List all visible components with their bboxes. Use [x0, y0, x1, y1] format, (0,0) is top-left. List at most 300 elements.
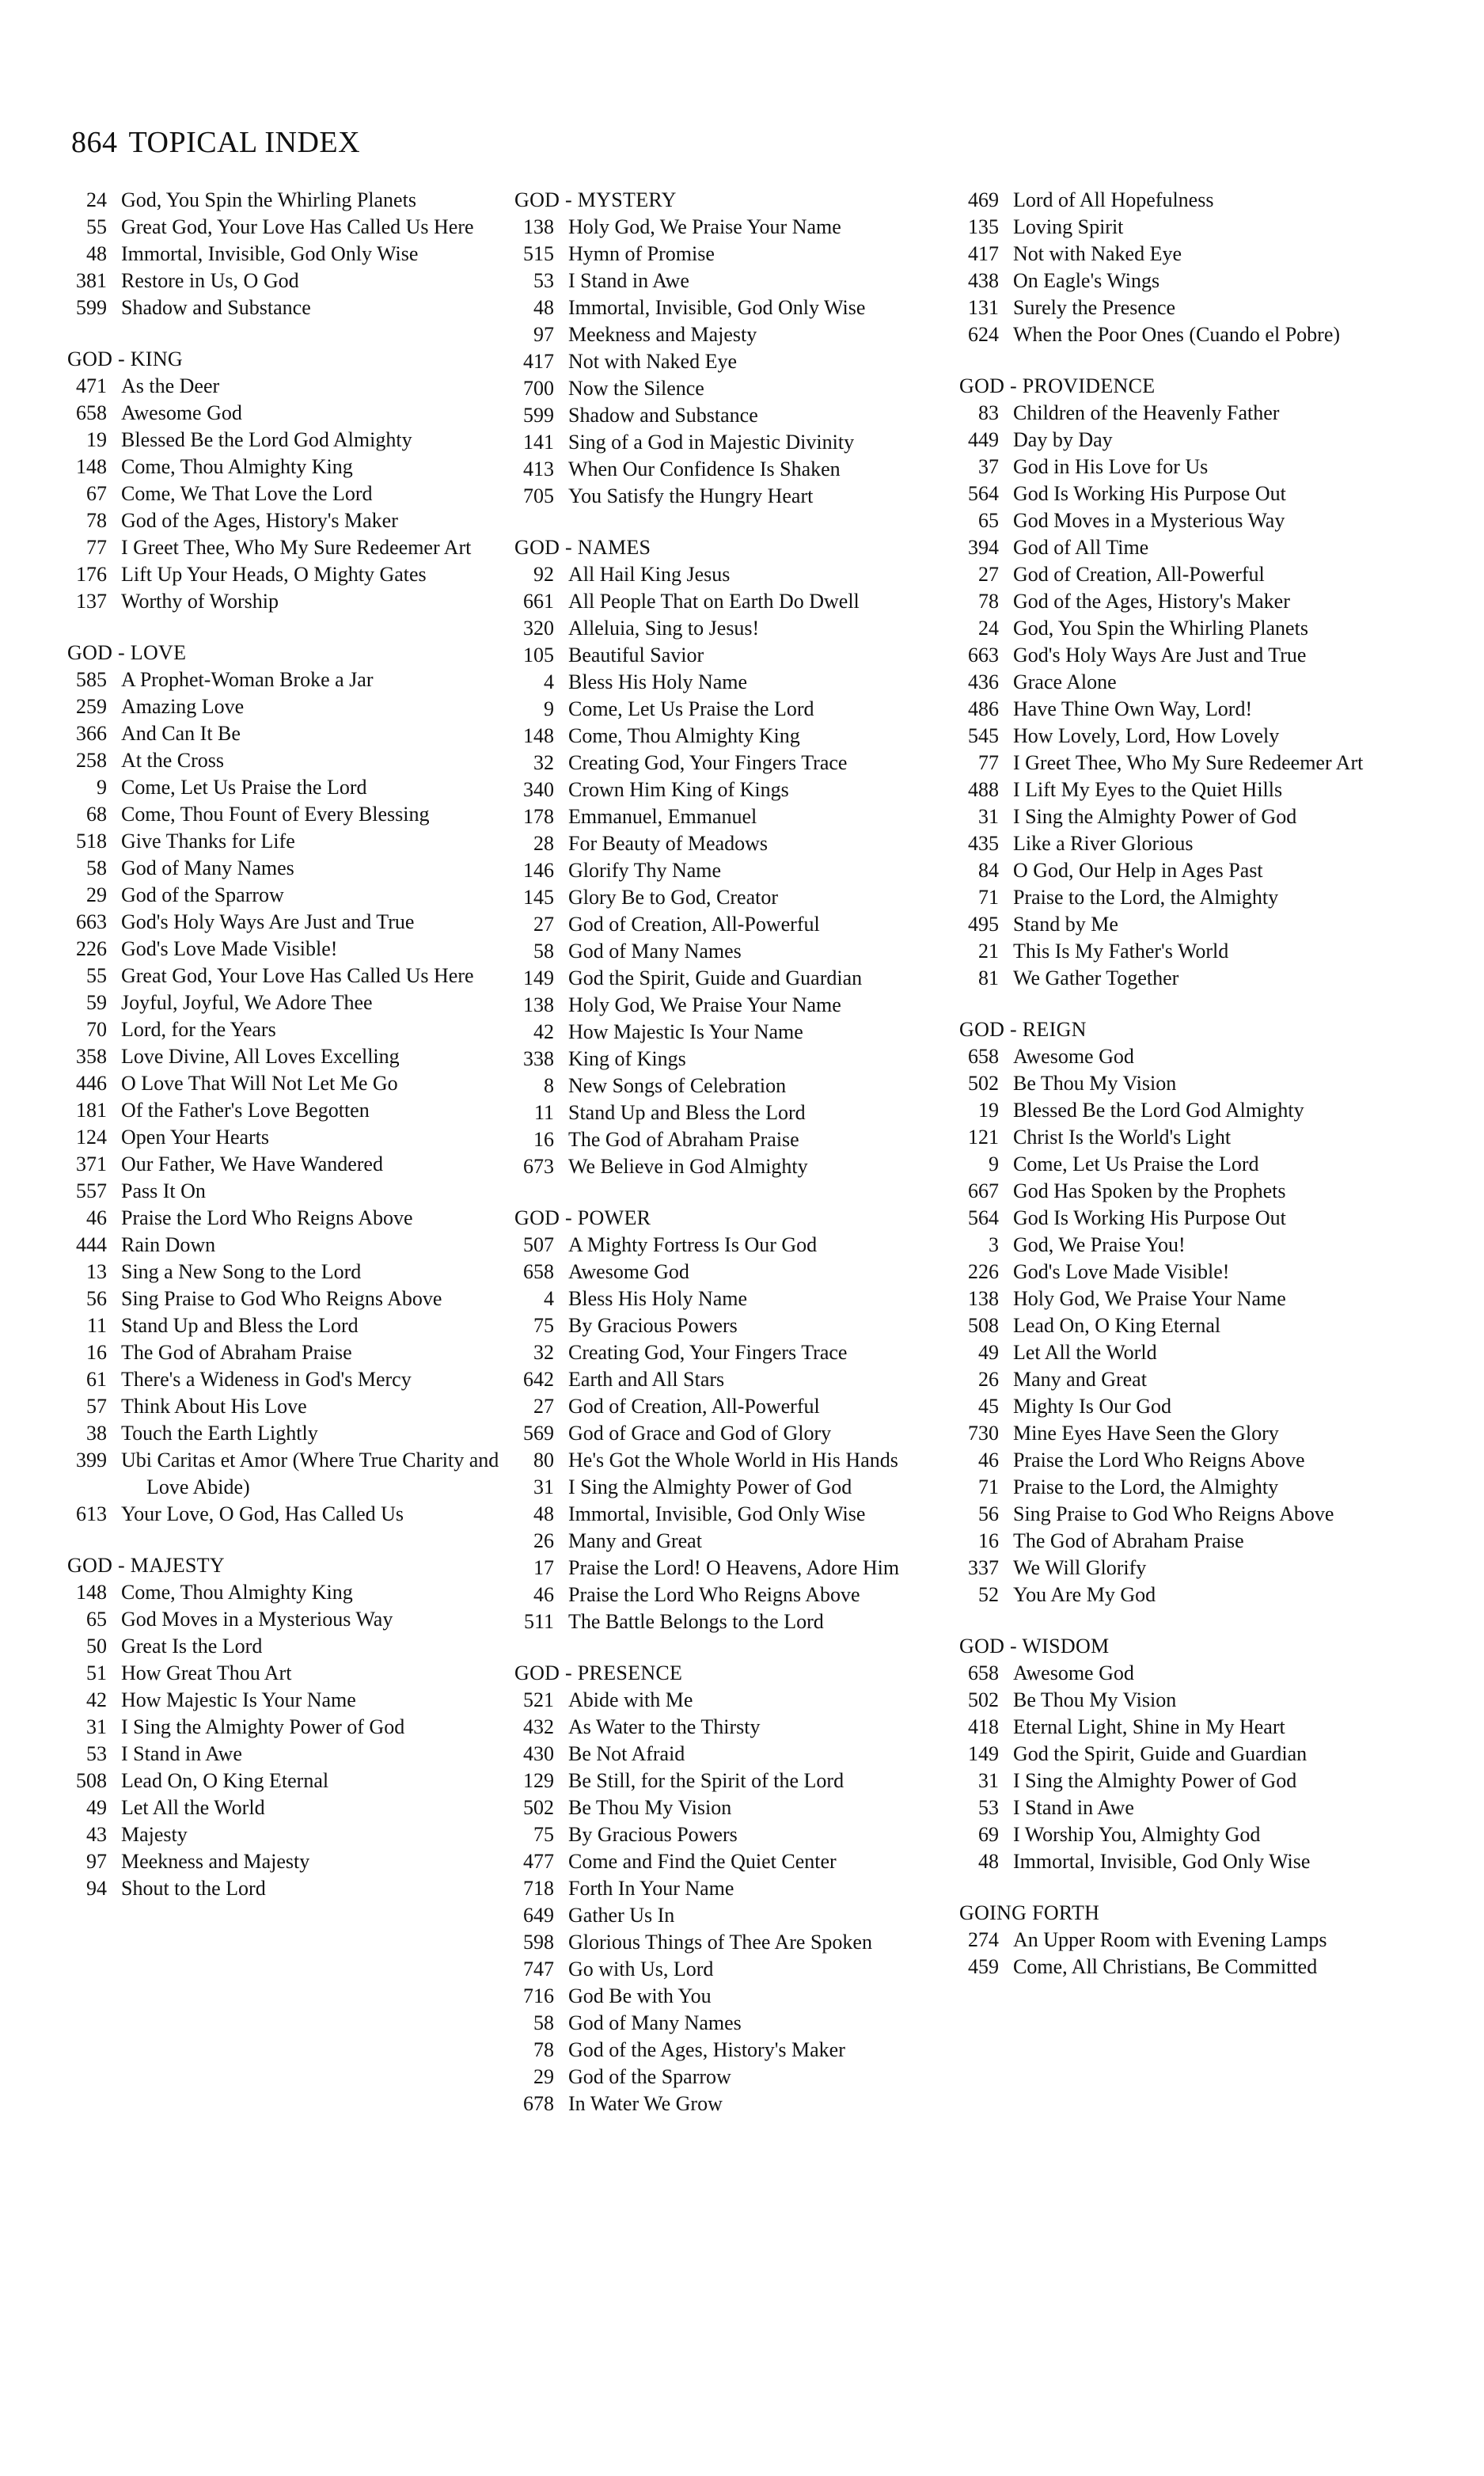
- index-entry: [67, 801, 510, 828]
- index-entry: [514, 1714, 958, 1741]
- index-entry: [67, 1016, 510, 1043]
- hymn-title: Creating God, Your Fingers Trace: [568, 751, 848, 774]
- hymn-title: I Stand in Awe: [121, 1742, 242, 1765]
- hymn-title: God, We Praise You!: [1013, 1233, 1186, 1256]
- index-entry: [514, 723, 958, 750]
- hymn-title: Think About His Love: [121, 1395, 307, 1418]
- hymn-number: 42: [86, 1688, 107, 1711]
- hymn-number: 31: [86, 1715, 107, 1738]
- hymn-title: I Greet Thee, Who My Sure Redeemer Art: [1013, 751, 1364, 774]
- index-entry: [67, 1043, 510, 1070]
- index-entry: [959, 1312, 1402, 1339]
- hymn-number: 129: [523, 1769, 554, 1792]
- index-entry: [959, 1070, 1402, 1097]
- hymn-title: Of the Father's Love Begotten: [121, 1099, 370, 1122]
- hymn-title: Glory Be to God, Creator: [568, 886, 779, 909]
- index-entry: [959, 507, 1402, 534]
- index-entry: [959, 965, 1402, 992]
- hymn-number: 56: [86, 1287, 107, 1310]
- index-section: [67, 640, 510, 1528]
- hymn-title: Stand by Me: [1013, 913, 1118, 936]
- index-entry: [959, 911, 1402, 938]
- hymn-title: Meekness and Majesty: [121, 1850, 310, 1873]
- hymn-title: Great God, Your Love Has Called Us Here: [121, 964, 474, 987]
- hymn-title: How Majestic Is Your Name: [568, 1020, 803, 1043]
- index-entry: [959, 1151, 1402, 1178]
- hymn-title: God of Creation, All-Powerful: [568, 1395, 820, 1418]
- hymn-title: Glorify Thy Name: [568, 859, 722, 882]
- hymn-title: The God of Abraham Praise: [568, 1128, 799, 1151]
- index-entry: [67, 373, 510, 400]
- hymn-number: 658: [523, 1260, 554, 1283]
- index-column-2: [514, 187, 958, 2142]
- index-entry: [959, 480, 1402, 507]
- hymn-number: 58: [86, 856, 107, 879]
- index-section: [959, 1633, 1402, 1875]
- hymn-number: 68: [86, 803, 107, 826]
- hymn-title: God Is Working His Purpose Out: [1013, 482, 1286, 505]
- hymn-title: A Prophet-Woman Broke a Jar: [121, 668, 374, 691]
- hymn-number: 53: [533, 269, 554, 292]
- section-heading: GOD - MYSTERY: [514, 188, 677, 211]
- hymn-number: 394: [968, 536, 999, 559]
- hymn-number: 502: [968, 1688, 999, 1711]
- index-entry: [959, 615, 1402, 642]
- hymn-title: Your Love, O God, Has Called Us: [121, 1502, 404, 1525]
- hymn-number: 274: [968, 1928, 999, 1951]
- index-entry: [514, 1875, 958, 1902]
- hymn-title: On Eagle's Wings: [1013, 269, 1160, 292]
- hymn-number: 26: [978, 1368, 999, 1391]
- hymn-title: Be Not Afraid: [568, 1742, 685, 1765]
- hymn-title: Come and Find the Quiet Center: [568, 1850, 837, 1873]
- index-entry: [514, 965, 958, 992]
- hymn-title: Praise the Lord Who Reigns Above: [1013, 1449, 1305, 1472]
- hymn-title: Glorious Things of Thee Are Spoken: [568, 1931, 872, 1954]
- hymn-number: 599: [523, 404, 554, 427]
- hymn-title: We Believe in God Almighty: [568, 1155, 808, 1178]
- hymn-number: 31: [978, 805, 999, 828]
- index-entry: [959, 1768, 1402, 1794]
- hymn-title: Our Father, We Have Wandered: [121, 1153, 383, 1175]
- hymn-title: God's Love Made Visible!: [121, 937, 338, 960]
- index-entry: [514, 1019, 958, 1046]
- hymn-number: 52: [978, 1583, 999, 1606]
- hymn-number: 417: [968, 242, 999, 265]
- index-entry: [514, 1582, 958, 1608]
- hymn-number: 337: [968, 1556, 999, 1579]
- section-heading: GOD - WISDOM: [959, 1635, 1110, 1658]
- index-section: [514, 1660, 958, 2117]
- index-entry: [959, 803, 1402, 830]
- hymn-number: 176: [76, 563, 107, 586]
- index-entry: [67, 1151, 510, 1178]
- hymn-number: 438: [968, 269, 999, 292]
- hymn-title: God Is Working His Purpose Out: [1013, 1206, 1286, 1229]
- index-entry: [959, 1848, 1402, 1875]
- hymn-number: 17: [533, 1556, 554, 1579]
- index-entry: [959, 268, 1402, 294]
- hymn-title: God Moves in a Mysterious Way: [121, 1608, 393, 1631]
- index-entry: [67, 1741, 510, 1768]
- hymn-title: I Sing the Almighty Power of God: [121, 1715, 405, 1738]
- hymn-title: Shadow and Substance: [568, 404, 758, 427]
- index-entry: [67, 454, 510, 480]
- index-entry: [514, 1821, 958, 1848]
- hymn-title: Praise to the Lord, the Almighty: [1013, 886, 1279, 909]
- hymn-title: Shadow and Substance: [121, 296, 311, 319]
- hymn-number: 508: [76, 1769, 107, 1792]
- hymn-number: 27: [978, 563, 999, 586]
- hymn-number: 658: [76, 401, 107, 424]
- index-entry: [67, 909, 510, 936]
- hymn-number: 417: [523, 350, 554, 373]
- hymn-number: 45: [978, 1395, 999, 1418]
- hymn-number: 97: [86, 1850, 107, 1873]
- hymn-title: Immortal, Invisible, God Only Wise: [121, 242, 419, 265]
- index-entry: [959, 1447, 1402, 1474]
- hymn-number: 518: [76, 830, 107, 853]
- index-entry: [514, 456, 958, 483]
- hymn-title: God the Spirit, Guide and Guardian: [568, 966, 863, 989]
- hymn-title: Come, Let Us Praise the Lord: [1013, 1153, 1259, 1175]
- index-entry: [959, 1366, 1402, 1393]
- hymn-number: 71: [978, 1475, 999, 1498]
- hymn-number: 557: [76, 1179, 107, 1202]
- index-entry: [959, 1954, 1402, 1980]
- hymn-number: 358: [76, 1045, 107, 1068]
- index-entry: [67, 427, 510, 454]
- index-entry: [67, 720, 510, 747]
- index-section: [67, 346, 510, 615]
- hymn-title: Immortal, Invisible, God Only Wise: [568, 296, 866, 319]
- hymn-title: Creating God, Your Fingers Trace: [568, 1341, 848, 1364]
- hymn-title: Have Thine Own Way, Lord!: [1013, 697, 1253, 720]
- hymn-title: We Will Glorify: [1013, 1556, 1147, 1579]
- index-entry: [514, 615, 958, 642]
- hymn-number: 55: [86, 215, 107, 238]
- hymn-number: 564: [968, 1206, 999, 1229]
- hymn-title: Beautiful Savior: [568, 644, 704, 666]
- hymn-title: Loving Spirit: [1013, 215, 1124, 238]
- hymn-number: 135: [968, 215, 999, 238]
- hymn-title: Be Still, for the Spirit of the Lord: [568, 1769, 844, 1792]
- index-entry: [959, 1714, 1402, 1741]
- index-section: [514, 534, 958, 1180]
- hymn-number: 521: [523, 1688, 554, 1711]
- hymn-number: 564: [968, 482, 999, 505]
- hymn-number: 9: [97, 776, 107, 799]
- hymn-title: The Battle Belongs to the Lord: [568, 1610, 824, 1633]
- index-entry: [67, 855, 510, 882]
- hymn-title: At the Cross: [121, 749, 224, 772]
- hymn-number: 430: [523, 1742, 554, 1765]
- hymn-number: 9: [989, 1153, 999, 1175]
- hymn-number: 488: [968, 778, 999, 801]
- index-entry: [959, 1794, 1402, 1821]
- hymn-title: Joyful, Joyful, We Adore Thee: [121, 991, 373, 1014]
- hymn-title: God of Grace and God of Glory: [568, 1422, 832, 1445]
- hymn-title: He's Got the Whole World in His Hands: [568, 1449, 898, 1472]
- index-entry: [514, 1366, 958, 1393]
- hymn-title: Give Thanks for Life: [121, 830, 295, 853]
- hymn-title: I Stand in Awe: [568, 269, 689, 292]
- hymn-title: God of Many Names: [568, 2011, 742, 2034]
- hymn-title: King of Kings: [568, 1047, 686, 1070]
- hymn-title: Praise to the Lord, the Almighty: [1013, 1475, 1279, 1498]
- hymn-number: 747: [523, 1958, 554, 1980]
- hymn-number: 27: [533, 1395, 554, 1418]
- index-entry: [959, 1582, 1402, 1608]
- index-entry: [959, 294, 1402, 321]
- hymn-number: 399: [76, 1449, 107, 1472]
- hymn-number: 137: [76, 590, 107, 613]
- hymn-title: Children of the Heavenly Father: [1013, 401, 1280, 424]
- index-entry: [514, 669, 958, 696]
- hymn-number: 31: [978, 1769, 999, 1792]
- index-entry: [514, 1687, 958, 1714]
- hymn-title: I Sing the Almighty Power of God: [1013, 1769, 1297, 1792]
- hymn-title: Stand Up and Bless the Lord: [568, 1101, 806, 1124]
- section-heading: GOD - MAJESTY: [67, 1554, 225, 1577]
- index-section: [959, 373, 1402, 992]
- index-entry: [67, 480, 510, 507]
- hymn-number: 19: [86, 428, 107, 451]
- index-entry: [514, 1528, 958, 1555]
- index-entry: [67, 214, 510, 241]
- index-entry: [514, 1285, 958, 1312]
- hymn-number: 38: [86, 1422, 107, 1445]
- index-entry: [67, 241, 510, 268]
- index-entry: [67, 1312, 510, 1339]
- hymn-title: When Our Confidence Is Shaken: [568, 458, 841, 480]
- hymn-number: 599: [76, 296, 107, 319]
- hymn-number: 663: [968, 644, 999, 666]
- index-entry: [514, 1073, 958, 1099]
- index-entry: [959, 1528, 1402, 1555]
- hymn-number: 661: [523, 590, 554, 613]
- hymn-title: Eternal Light, Shine in My Heart: [1013, 1715, 1285, 1738]
- index-entry: [514, 294, 958, 321]
- index-entry: [514, 2010, 958, 2037]
- index-entry: [959, 938, 1402, 965]
- index-entry: [514, 1046, 958, 1073]
- hymn-title: Be Thou My Vision: [1013, 1688, 1177, 1711]
- hymn-title: This Is My Father's World: [1013, 940, 1229, 963]
- index-entry: [514, 1153, 958, 1180]
- index-entry: [514, 1794, 958, 1821]
- index-entry: [959, 642, 1402, 669]
- hymn-title: Be Thou My Vision: [568, 1796, 732, 1819]
- hymn-number: 642: [523, 1368, 554, 1391]
- hymn-number: 32: [533, 1341, 554, 1364]
- page-title: TOPICAL INDEX: [128, 126, 361, 159]
- hymn-title: I Stand in Awe: [1013, 1796, 1134, 1819]
- index-entry: [67, 1606, 510, 1633]
- hymn-number: 78: [86, 509, 107, 532]
- hymn-title: Go with Us, Lord: [568, 1958, 714, 1980]
- index-entry: [959, 857, 1402, 884]
- index-entry: [959, 1205, 1402, 1232]
- hymn-number: 46: [978, 1449, 999, 1472]
- hymn-title: Surely the Presence: [1013, 296, 1176, 319]
- index-entry: [67, 1633, 510, 1660]
- index-entry: [959, 669, 1402, 696]
- index-entry: [514, 1902, 958, 1929]
- index-entry: [959, 830, 1402, 857]
- hymn-title: Shout to the Lord: [121, 1877, 266, 1900]
- index-entry: [959, 241, 1402, 268]
- hymn-number: 29: [533, 2065, 554, 2088]
- hymn-title: God in His Love for Us: [1013, 455, 1209, 478]
- index-entry: [514, 241, 958, 268]
- hymn-title: Earth and All Stars: [568, 1368, 725, 1391]
- index-entry: [514, 1501, 958, 1528]
- hymn-title: Gather Us In: [568, 1904, 675, 1927]
- index-section: [514, 187, 958, 510]
- hymn-title: There's a Wideness in God's Mercy: [121, 1368, 412, 1391]
- hymn-number: 149: [523, 966, 554, 989]
- hymn-title: Lead On, O King Eternal: [1013, 1314, 1221, 1337]
- hymn-title: Many and Great: [568, 1529, 702, 1552]
- hymn-title: All People That on Earth Do Dwell: [568, 590, 860, 613]
- hymn-number: 181: [76, 1099, 107, 1122]
- hymn-number: 48: [978, 1850, 999, 1873]
- hymn-title: Immortal, Invisible, God Only Wise: [568, 1502, 866, 1525]
- hymn-number: 658: [968, 1045, 999, 1068]
- hymn-title: Touch the Earth Lightly: [121, 1422, 318, 1445]
- hymn-number: 8: [544, 1074, 554, 1097]
- hymn-number: 24: [978, 617, 999, 640]
- hymn-number: 29: [86, 883, 107, 906]
- hymn-number: 57: [86, 1395, 107, 1418]
- index-entry: [514, 1126, 958, 1153]
- hymn-title: Pass It On: [121, 1179, 206, 1202]
- index-entry: [67, 507, 510, 534]
- hymn-title: Grace Alone: [1013, 670, 1117, 693]
- hymn-title: Forth In Your Name: [568, 1877, 734, 1900]
- index-entry: [514, 483, 958, 510]
- hymn-number: 511: [523, 1610, 554, 1633]
- index-entry: [67, 1393, 510, 1420]
- hymn-title: O Love That Will Not Let Me Go: [121, 1072, 398, 1095]
- hymn-title: Love Divine, All Loves Excelling: [121, 1045, 400, 1068]
- index-entry: [514, 214, 958, 241]
- hymn-number: 80: [533, 1449, 554, 1472]
- hymn-number: 9: [544, 697, 554, 720]
- hymn-title: I Sing the Almighty Power of God: [1013, 805, 1297, 828]
- hymn-number: 148: [76, 455, 107, 478]
- index-entry: [514, 911, 958, 938]
- hymn-title: God of All Time: [1013, 536, 1149, 559]
- index-entry: [514, 1983, 958, 2010]
- index-entry: [67, 936, 510, 963]
- index-column-3: [959, 187, 1402, 2005]
- hymn-title: When the Poor Ones (Cuando el Pobre): [1013, 323, 1341, 346]
- index-entry: [514, 1848, 958, 1875]
- hymn-number: 53: [86, 1742, 107, 1765]
- hymn-title: Restore in Us, O God: [121, 269, 299, 292]
- index-entry: [959, 1178, 1402, 1205]
- hymn-title: Mine Eyes Have Seen the Glory: [1013, 1422, 1279, 1445]
- hymn-number: 42: [533, 1020, 554, 1043]
- index-entry: [514, 2064, 958, 2091]
- hymn-title: Many and Great: [1013, 1368, 1147, 1391]
- hymn-number: 65: [978, 509, 999, 532]
- hymn-title: Blessed Be the Lord God Almighty: [1013, 1099, 1304, 1122]
- hymn-number: 48: [533, 1502, 554, 1525]
- index-entry: [959, 1124, 1402, 1151]
- index-entry: [959, 1285, 1402, 1312]
- index-entry: [514, 992, 958, 1019]
- hymn-title: Be Thou My Vision: [1013, 1072, 1177, 1095]
- hymn-title: How Great Thou Art: [121, 1661, 292, 1684]
- hymn-number: 138: [523, 993, 554, 1016]
- index-entry: [67, 1714, 510, 1741]
- page-number: 864: [71, 126, 118, 159]
- index-entry: [959, 1097, 1402, 1124]
- index-entry: [67, 1848, 510, 1875]
- hymn-number: 226: [76, 937, 107, 960]
- hymn-title: Rain Down: [121, 1233, 216, 1256]
- index-entry: [67, 1366, 510, 1393]
- hymn-title: Immortal, Invisible, God Only Wise: [1013, 1850, 1311, 1873]
- hymn-number: 69: [978, 1823, 999, 1846]
- hymn-title: Awesome God: [1013, 1661, 1134, 1684]
- hymn-number: 148: [523, 724, 554, 747]
- section-heading: GOD - REIGN: [959, 1018, 1087, 1041]
- hymn-title: God of the Sparrow: [568, 2065, 731, 2088]
- hymn-number: 51: [86, 1661, 107, 1684]
- hymn-number: 138: [523, 215, 554, 238]
- index-entry: [67, 1124, 510, 1151]
- index-entry: [67, 1579, 510, 1606]
- index-entry: [67, 534, 510, 561]
- hymn-number: 55: [86, 964, 107, 987]
- hymn-number: 226: [968, 1260, 999, 1283]
- index-entry: [67, 1687, 510, 1714]
- index-entry: [959, 1927, 1402, 1954]
- hymn-title: God Be with You: [568, 1984, 712, 2007]
- hymn-title: God, You Spin the Whirling Planets: [1013, 617, 1308, 640]
- hymn-number: 495: [968, 913, 999, 936]
- index-entry: [514, 1339, 958, 1366]
- index-entry: [67, 561, 510, 588]
- index-entry: [959, 400, 1402, 427]
- hymn-number: 92: [533, 563, 554, 586]
- hymn-title: Holy God, We Praise Your Name: [568, 993, 841, 1016]
- index-entry: [959, 1687, 1402, 1714]
- hymn-title: I Worship You, Almighty God: [1013, 1823, 1261, 1846]
- hymn-title: Emmanuel, Emmanuel: [568, 805, 757, 828]
- index-entry: [67, 1205, 510, 1232]
- hymn-title: Not with Naked Eye: [568, 350, 738, 373]
- hymn-title: By Gracious Powers: [568, 1823, 738, 1846]
- hymn-number: 338: [523, 1047, 554, 1070]
- hymn-number: 258: [76, 749, 107, 772]
- hymn-title: God of Creation, All-Powerful: [1013, 563, 1265, 586]
- hymn-number: 59: [86, 991, 107, 1014]
- hymn-number: 24: [86, 188, 107, 211]
- section-heading: GOD - NAMES: [514, 536, 651, 559]
- index-entry: [67, 1097, 510, 1124]
- hymn-title: Ubi Caritas et Amor (Where True Charity and Love Abide): [121, 1449, 499, 1498]
- hymn-title: For Beauty of Meadows: [568, 832, 769, 855]
- index-entry: [67, 989, 510, 1016]
- hymn-number: 371: [76, 1153, 107, 1175]
- index-entry: [514, 1099, 958, 1126]
- hymn-number: 507: [523, 1233, 554, 1256]
